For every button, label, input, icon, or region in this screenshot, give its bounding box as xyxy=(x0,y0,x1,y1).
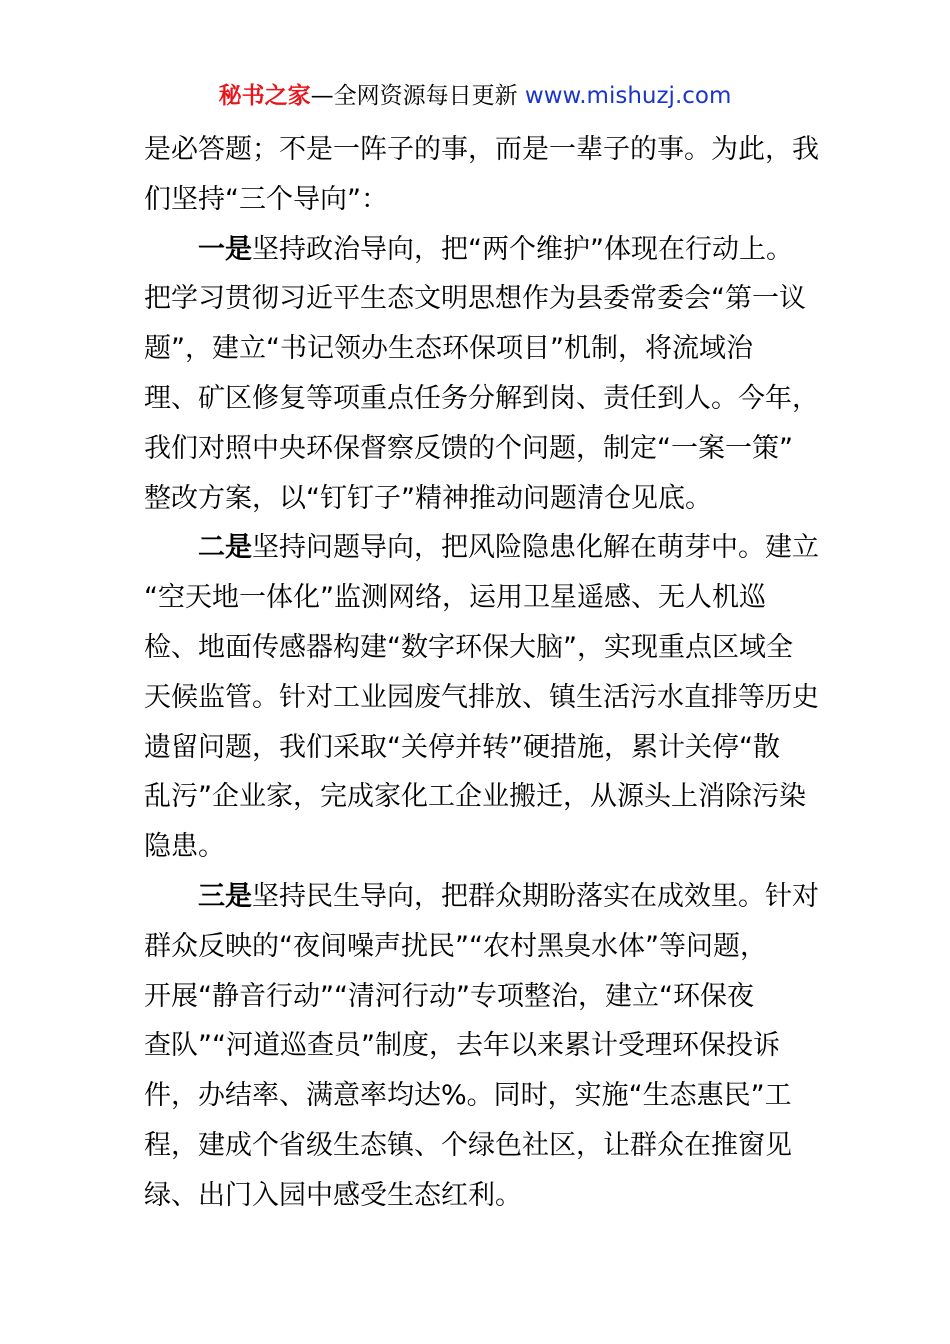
paragraph-political-orientation xyxy=(144,225,819,524)
paragraph-line: 把学习贯彻习近平生态文明思想作为县委常委会“第一议 xyxy=(144,283,806,315)
header-tagline: —全网资源每日更新 xyxy=(310,83,518,109)
paragraph-line: 检、地面传感器构建“数字环保大脑”，实现重点区域全 xyxy=(144,631,793,663)
paragraph-lead: 一是 xyxy=(198,233,252,265)
paragraph-line: 我们对照中央环保督察反馈的个问题，制定“一案一策” xyxy=(144,432,793,464)
header-url-link[interactable]: www.mishuzj.com xyxy=(524,83,732,109)
paragraph-line: 乱污”企业家，完成家化工企业搬迁，从源头上消除污染 xyxy=(144,781,806,813)
header-brand: 秘书之家 xyxy=(218,83,311,109)
paragraph-line: 群众反映的“夜间噪声扰民”“农村黑臭水体”等问题， xyxy=(144,930,767,962)
paragraph-line: 理、矿区修复等项重点任务分解到岗、责任到人。今年， xyxy=(144,382,819,414)
paragraph-line: 开展“静音行动”“清河行动”专项整治，建立“环保夜 xyxy=(144,980,754,1012)
paragraph-line: 天候监管。针对工业园废气排放、镇生活污水直排等历史 xyxy=(144,681,819,713)
paragraph-line: 整改方案，以“钉钉子”精神推动问题清仓见底。 xyxy=(144,482,712,514)
paragraph-first-line xyxy=(144,225,810,275)
paragraph-line: 隐患。 xyxy=(144,831,225,863)
paragraph-line: 查队”“河道巡查员”制度，去年以来累计受理环保投诉 xyxy=(144,1030,780,1062)
paragraph-line: 件，办结率、满意率均达%。同时，实施“生态惠民”工 xyxy=(144,1080,792,1112)
intro-line: 是必答题；不是一阵子的事，而是一辈子的事。为此，我 xyxy=(144,134,819,165)
paragraph-line: 遗留问题，我们采取“关停并转”硬措施，累计关停“散 xyxy=(144,731,780,763)
document-body xyxy=(144,125,819,1221)
paragraph-first-line-text: 坚持政治导向，把“两个维护”体现在行动上。 xyxy=(252,233,793,265)
paragraph-livelihood-orientation xyxy=(144,872,819,1221)
paragraph-line: 程，建成个省级生态镇、个绿色社区，让群众在推窗见 xyxy=(144,1129,792,1161)
paragraph-problem-orientation xyxy=(144,523,819,872)
paragraph-first-line-text: 坚持民生导向，把群众期盼落实在成效里。针对 xyxy=(252,880,819,912)
paragraph-first-line xyxy=(144,872,819,922)
intro-line: 们坚持“三个导向”： xyxy=(144,183,388,215)
paragraph-lead: 三是 xyxy=(198,880,252,912)
page-header xyxy=(0,80,950,112)
paragraph-first-line-text: 坚持问题导向，把风险隐患化解在萌芽中。建立 xyxy=(252,532,819,564)
paragraph-first-line xyxy=(144,523,819,573)
paragraph-line: “空天地一体化”监测网络，运用卫星遥感、无人机巡 xyxy=(144,582,766,614)
paragraph-line: 题”，建立“书记领办生态环保项目”机制，将流域治 xyxy=(144,333,753,365)
paragraph-line: 绿、出门入园中感受生态红利。 xyxy=(144,1179,522,1211)
paragraph-lead: 二是 xyxy=(198,532,252,564)
